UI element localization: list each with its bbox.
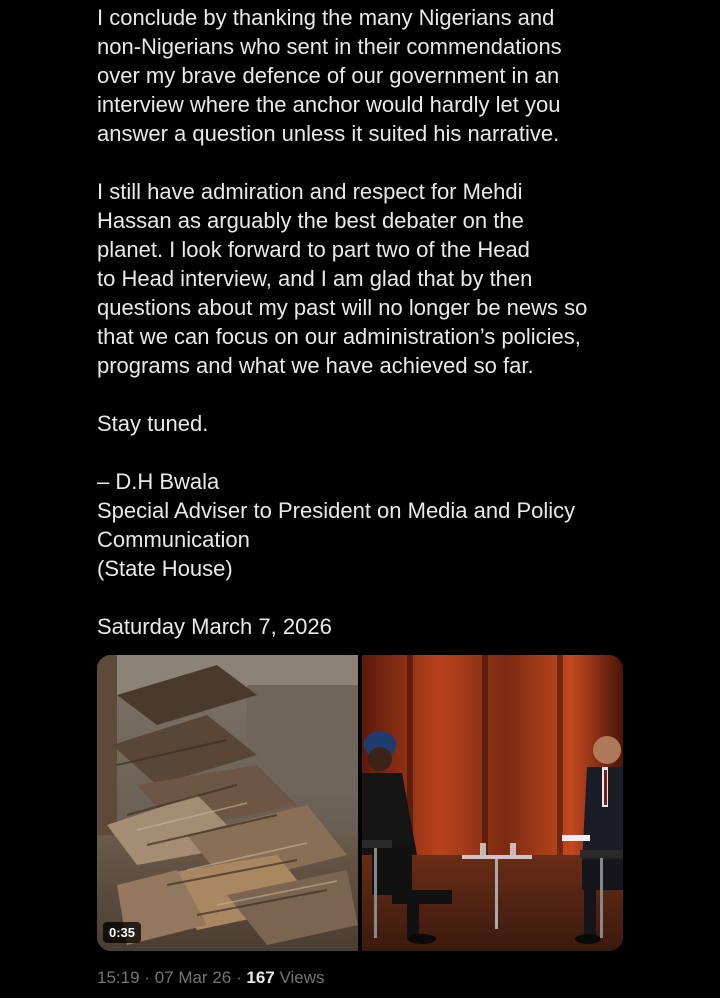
views-count[interactable]: 167 — [246, 968, 275, 987]
views-label[interactable]: Views — [279, 968, 325, 987]
post-paragraph: I conclude by thanking the many Nigerians and non-Nigerians who sent in their commendations over my brave defence of our government in an interview where the anchor would hardly let you answer a question unless it suited his narrative. — [97, 5, 562, 146]
post-signature: – D.H Bwala Special Adviser to President on Media and Policy Communication (State House) — [97, 469, 576, 581]
rubble-image — [97, 655, 358, 951]
post-metadata — [97, 968, 325, 988]
meta-separator: · — [144, 968, 150, 987]
post-time[interactable]: 15:19 — [97, 968, 140, 987]
post-date-line: Saturday March 7, 2026 — [97, 614, 332, 639]
meta-separator: · — [235, 968, 242, 987]
post-paragraph: I still have admiration and respect for Mehdi Hassan as arguably the best debater on the planet. I look forward to part two of the Head to Head interview, and I am glad that by then questions about my past will no longer be news so that we can focus on our administration’s policies, programs and what we have achieved so far. — [97, 179, 588, 378]
video-duration-badge: 0:35 — [103, 922, 141, 943]
video-thumbnail-interview[interactable] — [362, 655, 623, 951]
post-text — [97, 3, 657, 641]
post-paragraph: Stay tuned. — [97, 411, 209, 436]
video-thumbnail-rubble[interactable] — [97, 655, 358, 951]
post-date[interactable]: 07 Mar 26 — [154, 968, 232, 987]
interview-image — [362, 655, 623, 951]
video-media[interactable] — [97, 655, 623, 951]
